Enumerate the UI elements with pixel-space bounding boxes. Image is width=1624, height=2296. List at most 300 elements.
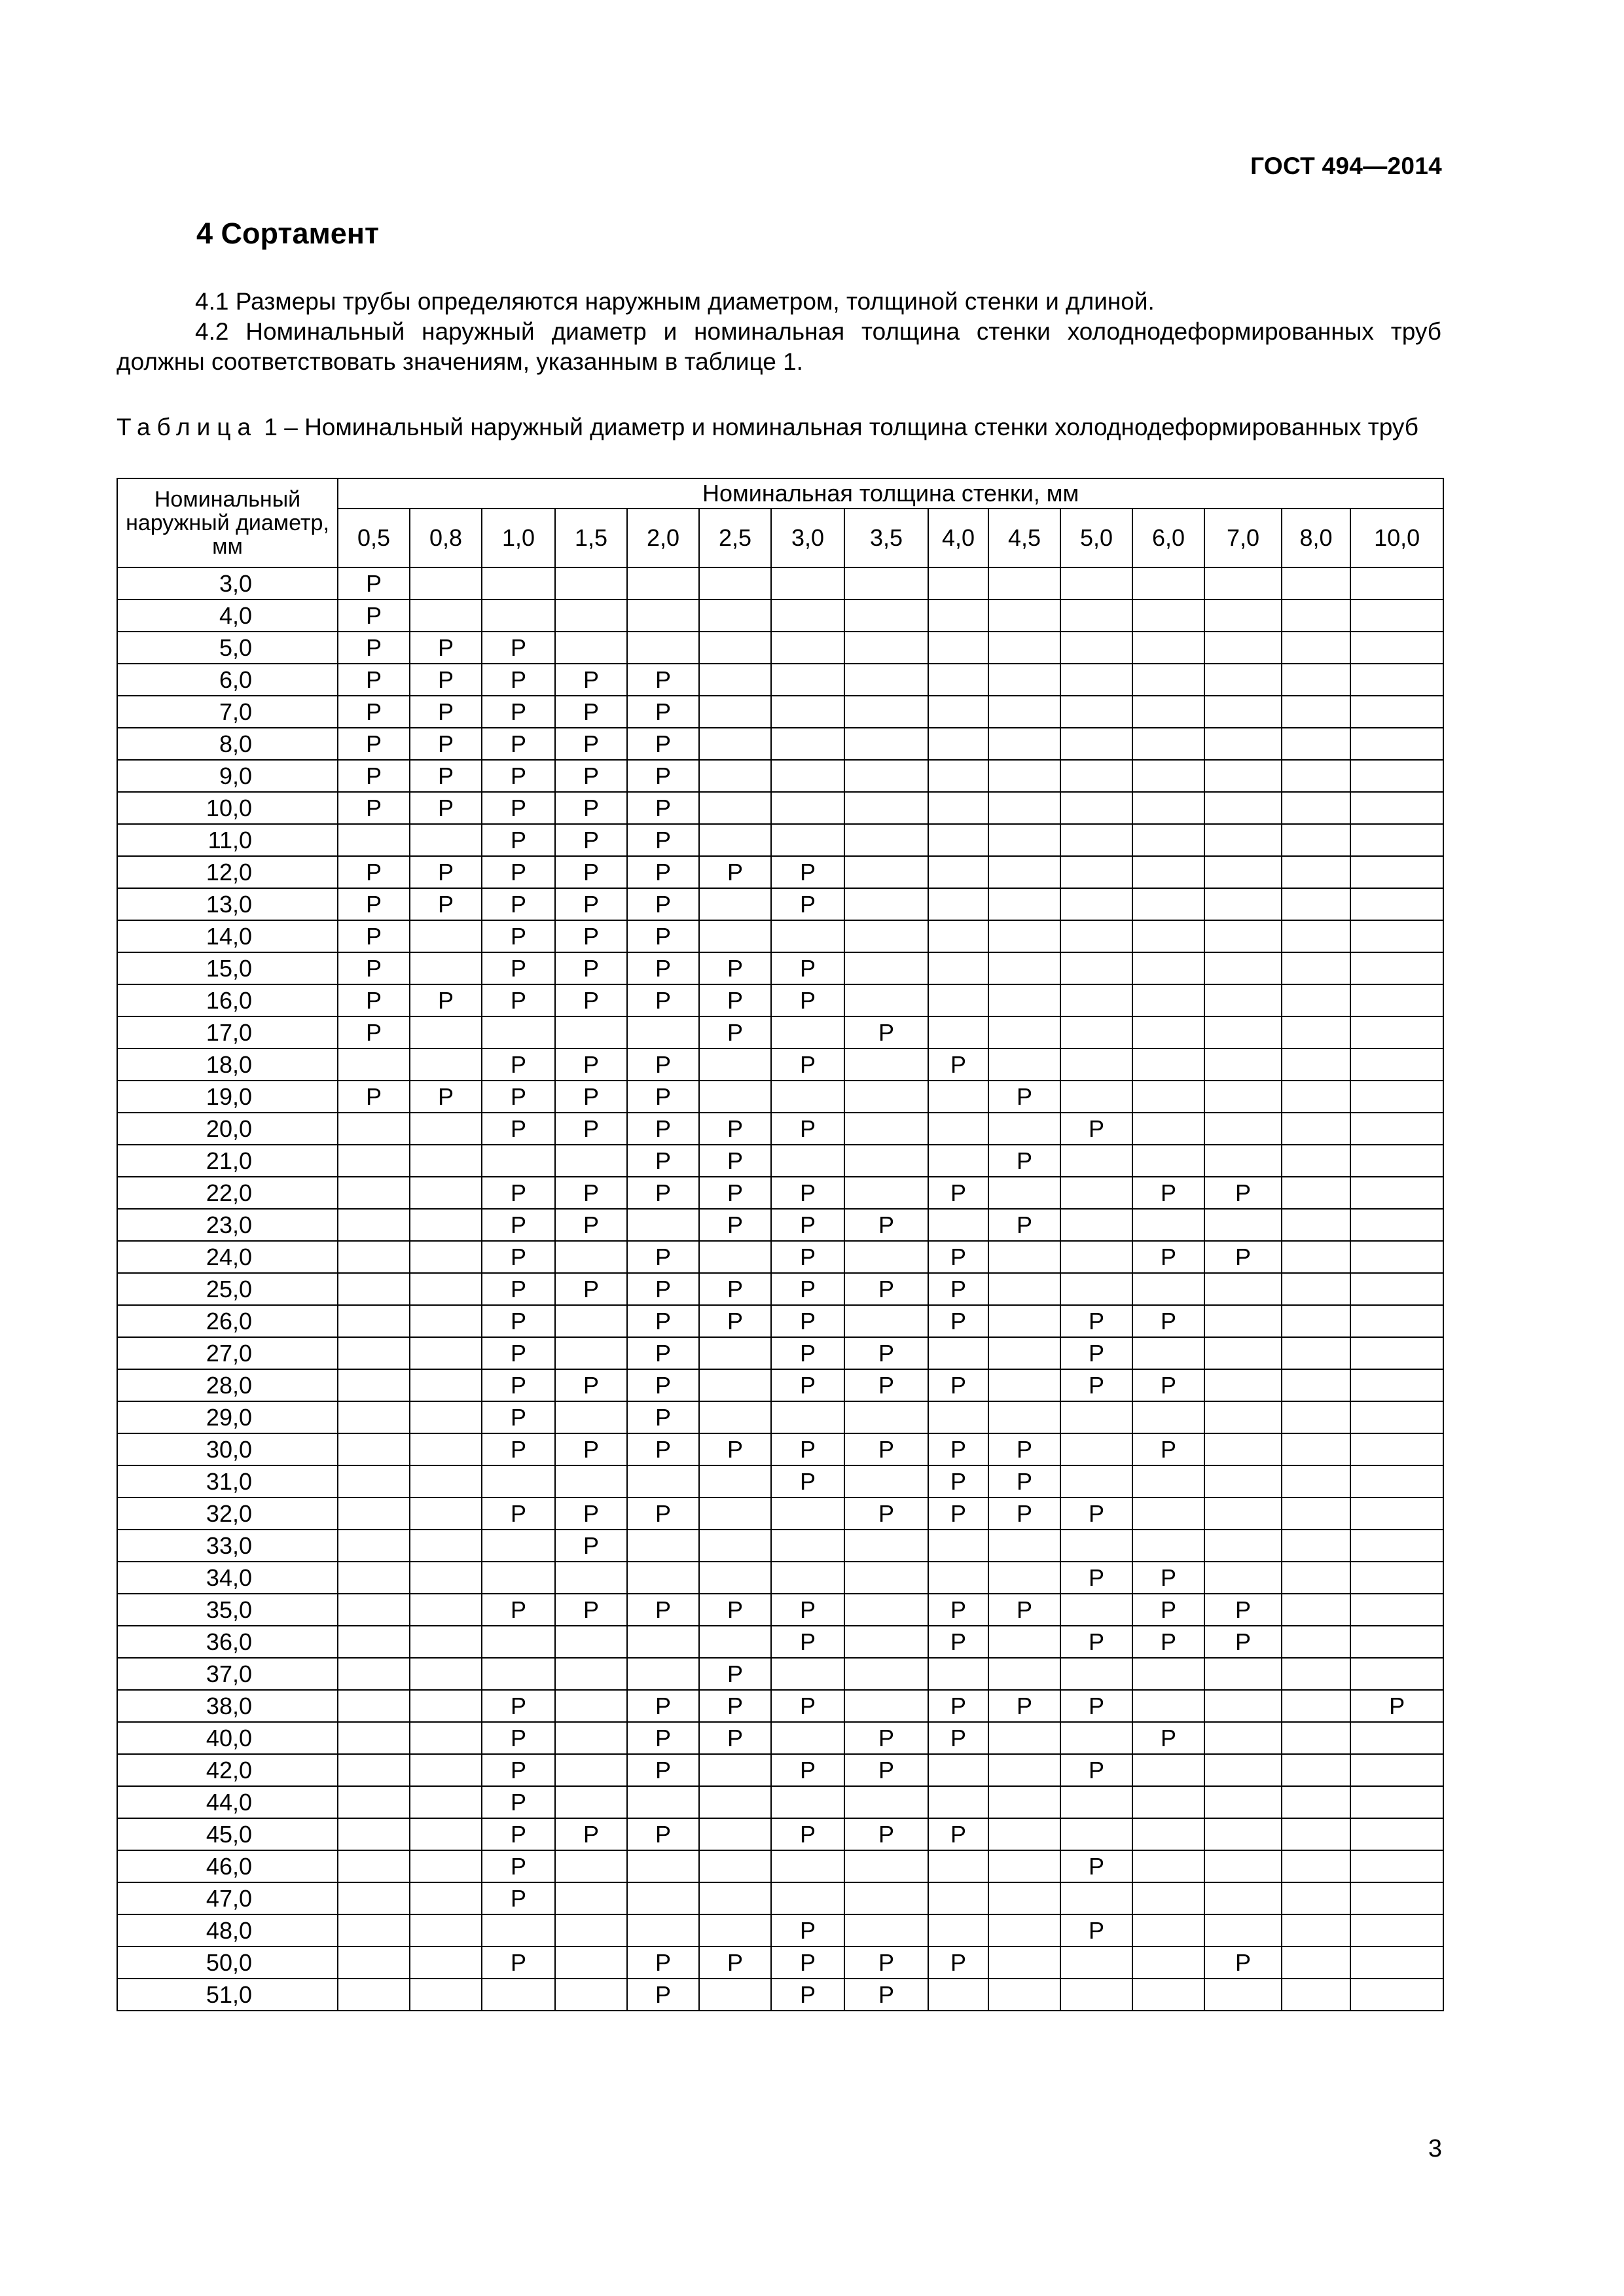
availability-cell <box>771 760 844 792</box>
availability-cell <box>1282 888 1350 920</box>
availability-cell: Р <box>627 920 699 952</box>
availability-cell <box>338 1337 410 1369</box>
diameter-cell: 31,0 <box>117 1465 338 1498</box>
availability-cell <box>410 1241 482 1273</box>
availability-cell <box>928 1658 988 1690</box>
diameter-cell: 24,0 <box>117 1241 338 1273</box>
availability-cell <box>1350 600 1443 632</box>
availability-cell <box>771 1882 844 1914</box>
availability-cell: Р <box>928 1305 988 1337</box>
thickness-header-cell: 8,0 <box>1282 509 1350 567</box>
availability-cell <box>338 1914 410 1946</box>
diameter-cell: 47,0 <box>117 1882 338 1914</box>
availability-cell <box>988 888 1060 920</box>
availability-cell <box>928 856 988 888</box>
availability-cell <box>1350 1786 1443 1818</box>
availability-cell <box>338 1690 410 1722</box>
availability-cell <box>1060 1401 1132 1433</box>
table-row <box>117 1946 1443 1979</box>
availability-cell <box>699 1979 771 2011</box>
availability-cell <box>1204 632 1282 664</box>
table-row <box>117 856 1443 888</box>
availability-cell <box>844 664 928 696</box>
table-row <box>117 1145 1443 1177</box>
availability-cell <box>555 1016 627 1049</box>
availability-cell <box>988 1914 1060 1946</box>
availability-cell: Р <box>482 1754 555 1786</box>
availability-cell <box>1204 792 1282 824</box>
availability-cell: Р <box>555 1273 627 1305</box>
availability-cell <box>410 600 482 632</box>
availability-cell: Р <box>1132 1594 1204 1626</box>
table-row <box>117 1369 1443 1401</box>
availability-cell <box>555 1145 627 1177</box>
availability-cell: Р <box>1060 1754 1132 1786</box>
availability-cell: Р <box>699 1209 771 1241</box>
availability-cell <box>482 600 555 632</box>
availability-cell <box>1350 1850 1443 1882</box>
availability-cell <box>844 1081 928 1113</box>
availability-cell <box>1132 728 1204 760</box>
availability-cell <box>1060 1016 1132 1049</box>
availability-cell <box>1204 1273 1282 1305</box>
diameter-cell: 35,0 <box>117 1594 338 1626</box>
availability-cell <box>844 1145 928 1177</box>
availability-cell: Р <box>1132 1722 1204 1754</box>
availability-cell <box>988 696 1060 728</box>
table-caption <box>117 412 1441 442</box>
table-row <box>117 1209 1443 1241</box>
availability-cell: Р <box>1132 1562 1204 1594</box>
availability-cell <box>1132 1979 1204 2011</box>
availability-cell: Р <box>482 856 555 888</box>
availability-cell <box>1350 1530 1443 1562</box>
availability-cell: Р <box>482 1273 555 1305</box>
availability-cell <box>988 824 1060 856</box>
availability-cell <box>410 1401 482 1433</box>
availability-cell: Р <box>482 1177 555 1209</box>
availability-cell: Р <box>338 888 410 920</box>
availability-cell <box>1060 1979 1132 2011</box>
availability-cell <box>338 1177 410 1209</box>
availability-cell <box>1132 1818 1204 1850</box>
availability-cell: Р <box>844 1818 928 1850</box>
availability-cell <box>928 1337 988 1369</box>
availability-cell <box>771 1498 844 1530</box>
availability-cell: Р <box>928 1722 988 1754</box>
availability-cell <box>1132 1786 1204 1818</box>
availability-cell <box>1282 1690 1350 1722</box>
table-row <box>117 567 1443 600</box>
availability-cell <box>988 1818 1060 1850</box>
availability-cell: Р <box>555 824 627 856</box>
table-caption-label: Таблица <box>117 414 258 440</box>
availability-cell <box>1350 760 1443 792</box>
availability-cell <box>928 888 988 920</box>
availability-cell: Р <box>555 1113 627 1145</box>
availability-cell <box>1204 1305 1282 1337</box>
diameter-cell: 20,0 <box>117 1113 338 1145</box>
availability-cell <box>699 632 771 664</box>
availability-cell <box>699 1081 771 1113</box>
availability-cell: Р <box>699 1177 771 1209</box>
table-row <box>117 792 1443 824</box>
availability-cell <box>844 1914 928 1946</box>
availability-cell: Р <box>482 1241 555 1273</box>
availability-cell <box>338 1754 410 1786</box>
availability-cell <box>482 1562 555 1594</box>
availability-cell: Р <box>771 1626 844 1658</box>
availability-cell <box>338 1722 410 1754</box>
availability-cell <box>410 1754 482 1786</box>
diameter-cell: 22,0 <box>117 1177 338 1209</box>
availability-cell <box>1132 824 1204 856</box>
availability-cell: Р <box>338 664 410 696</box>
availability-cell: Р <box>988 1209 1060 1241</box>
availability-cell <box>844 1305 928 1337</box>
availability-cell <box>844 1049 928 1081</box>
diameter-cell: 14,0 <box>117 920 338 952</box>
availability-cell <box>627 1530 699 1562</box>
availability-cell <box>1204 1818 1282 1850</box>
availability-cell <box>844 1626 928 1658</box>
availability-cell <box>1282 1979 1350 2011</box>
availability-cell <box>1204 760 1282 792</box>
availability-cell: Р <box>988 1433 1060 1465</box>
availability-cell: Р <box>555 1081 627 1113</box>
availability-cell <box>1060 1786 1132 1818</box>
availability-cell <box>482 1658 555 1690</box>
availability-cell <box>338 1562 410 1594</box>
table-caption-text: 1 – Номинальный наружный диаметр и номинальная толщина стенки холоднодеформированных труб <box>264 414 1419 440</box>
availability-cell <box>338 1850 410 1882</box>
availability-cell: Р <box>1060 1850 1132 1882</box>
table-row <box>117 920 1443 952</box>
availability-cell <box>1204 567 1282 600</box>
availability-cell <box>928 1562 988 1594</box>
availability-cell: Р <box>555 888 627 920</box>
availability-cell <box>1350 567 1443 600</box>
availability-cell <box>771 1786 844 1818</box>
availability-cell <box>1060 856 1132 888</box>
availability-cell <box>928 1016 988 1049</box>
availability-cell <box>771 1145 844 1177</box>
availability-cell <box>1060 760 1132 792</box>
availability-cell <box>1282 920 1350 952</box>
availability-cell <box>482 1145 555 1177</box>
availability-cell <box>699 1337 771 1369</box>
availability-cell <box>928 1914 988 1946</box>
availability-cell <box>1060 792 1132 824</box>
availability-cell: Р <box>844 1722 928 1754</box>
availability-cell: Р <box>338 1081 410 1113</box>
availability-cell <box>1350 1273 1443 1305</box>
availability-cell <box>410 1562 482 1594</box>
availability-cell <box>1060 1177 1132 1209</box>
availability-cell: Р <box>771 1209 844 1241</box>
availability-cell: Р <box>699 984 771 1016</box>
availability-cell <box>1282 1305 1350 1337</box>
availability-cell <box>1282 952 1350 984</box>
availability-cell: Р <box>844 1273 928 1305</box>
availability-cell <box>1132 792 1204 824</box>
availability-cell: Р <box>771 1049 844 1081</box>
availability-cell <box>410 1882 482 1914</box>
availability-cell <box>771 567 844 600</box>
availability-cell <box>1204 1754 1282 1786</box>
availability-cell <box>1060 1145 1132 1177</box>
availability-cell: Р <box>410 792 482 824</box>
availability-cell <box>844 856 928 888</box>
table-row <box>117 984 1443 1016</box>
availability-cell <box>1282 824 1350 856</box>
availability-cell: Р <box>699 1433 771 1465</box>
availability-cell <box>555 1754 627 1786</box>
availability-cell <box>1060 1465 1132 1498</box>
availability-cell: Р <box>771 1177 844 1209</box>
availability-cell <box>928 600 988 632</box>
availability-cell: Р <box>627 1401 699 1433</box>
availability-cell <box>1350 1049 1443 1081</box>
availability-cell <box>1204 856 1282 888</box>
availability-cell <box>844 952 928 984</box>
table-row <box>117 664 1443 696</box>
availability-cell <box>844 1562 928 1594</box>
availability-cell: Р <box>482 1401 555 1433</box>
availability-cell <box>410 1498 482 1530</box>
availability-cell <box>844 1465 928 1498</box>
availability-cell <box>627 1562 699 1594</box>
availability-cell <box>1282 1337 1350 1369</box>
availability-cell <box>1132 856 1204 888</box>
diameter-cell: 17,0 <box>117 1016 338 1049</box>
diameter-cell: 7,0 <box>117 696 338 728</box>
paragraph-4-1: 4.1 Размеры трубы определяются наружным диаметром, толщиной стенки и длиной. <box>195 288 1155 315</box>
availability-cell: Р <box>844 1754 928 1786</box>
availability-cell <box>627 632 699 664</box>
availability-cell <box>1350 1722 1443 1754</box>
availability-cell <box>1132 1498 1204 1530</box>
availability-cell <box>410 1530 482 1562</box>
table-row <box>117 824 1443 856</box>
availability-cell <box>1204 1401 1282 1433</box>
availability-cell: Р <box>410 984 482 1016</box>
availability-cell: Р <box>1132 1305 1204 1337</box>
availability-cell <box>555 1465 627 1498</box>
availability-cell <box>338 1369 410 1401</box>
availability-cell: Р <box>928 1498 988 1530</box>
availability-cell <box>1204 1562 1282 1594</box>
availability-cell <box>1204 728 1282 760</box>
availability-cell: Р <box>844 1337 928 1369</box>
availability-cell <box>1350 1433 1443 1465</box>
table-row <box>117 1433 1443 1465</box>
availability-cell <box>844 696 928 728</box>
availability-cell <box>699 1754 771 1786</box>
availability-cell <box>699 824 771 856</box>
diameter-cell: 25,0 <box>117 1273 338 1305</box>
availability-cell <box>1132 600 1204 632</box>
availability-cell: Р <box>928 1241 988 1273</box>
availability-cell <box>1350 1465 1443 1498</box>
availability-cell <box>410 1369 482 1401</box>
thickness-header-cell: 6,0 <box>1132 509 1204 567</box>
availability-cell <box>928 1786 988 1818</box>
availability-cell <box>1350 664 1443 696</box>
availability-cell <box>555 1722 627 1754</box>
availability-cell: Р <box>482 1081 555 1113</box>
availability-cell <box>1350 1209 1443 1241</box>
availability-cell: Р <box>771 1690 844 1722</box>
availability-cell <box>928 1081 988 1113</box>
diameter-cell: 5,0 <box>117 632 338 664</box>
availability-cell: Р <box>627 1305 699 1337</box>
availability-cell <box>1060 824 1132 856</box>
availability-cell: Р <box>1060 1305 1132 1337</box>
availability-cell: Р <box>988 1081 1060 1113</box>
availability-cell: Р <box>771 1594 844 1626</box>
availability-cell <box>1282 1722 1350 1754</box>
table-row <box>117 1594 1443 1626</box>
table-row <box>117 1273 1443 1305</box>
availability-cell <box>1350 1305 1443 1337</box>
availability-cell <box>1060 1658 1132 1690</box>
availability-cell <box>928 1979 988 2011</box>
availability-cell <box>1282 1626 1350 1658</box>
availability-cell: Р <box>482 1113 555 1145</box>
availability-cell <box>627 1016 699 1049</box>
availability-cell <box>928 824 988 856</box>
availability-cell <box>1282 1369 1350 1401</box>
availability-cell <box>988 856 1060 888</box>
availability-cell <box>928 792 988 824</box>
availability-cell: Р <box>338 632 410 664</box>
availability-cell <box>699 696 771 728</box>
availability-cell: Р <box>627 664 699 696</box>
diameter-cell: 23,0 <box>117 1209 338 1241</box>
availability-cell: Р <box>1132 1177 1204 1209</box>
availability-cell <box>410 1465 482 1498</box>
availability-cell <box>555 1882 627 1914</box>
availability-cell <box>627 567 699 600</box>
availability-cell <box>1204 1433 1282 1465</box>
availability-cell <box>844 984 928 1016</box>
diameter-cell: 21,0 <box>117 1145 338 1177</box>
availability-cell <box>771 1850 844 1882</box>
availability-cell <box>1060 728 1132 760</box>
availability-cell: Р <box>1204 1946 1282 1979</box>
availability-cell <box>1282 1241 1350 1273</box>
availability-cell <box>928 1401 988 1433</box>
availability-cell: Р <box>555 760 627 792</box>
availability-cell: Р <box>1204 1594 1282 1626</box>
availability-cell <box>555 1401 627 1433</box>
availability-cell <box>338 1594 410 1626</box>
diameter-cell: 45,0 <box>117 1818 338 1850</box>
availability-cell <box>699 1914 771 1946</box>
availability-cell <box>1350 1337 1443 1369</box>
diameter-cell: 19,0 <box>117 1081 338 1113</box>
availability-cell <box>988 1658 1060 1690</box>
availability-cell: Р <box>988 1498 1060 1530</box>
availability-cell <box>988 920 1060 952</box>
availability-cell: Р <box>627 1818 699 1850</box>
availability-cell <box>1060 888 1132 920</box>
availability-cell <box>771 728 844 760</box>
availability-cell <box>988 567 1060 600</box>
availability-cell <box>555 1979 627 2011</box>
availability-cell: Р <box>338 952 410 984</box>
availability-cell: Р <box>771 1369 844 1401</box>
table-row <box>117 1049 1443 1081</box>
availability-cell: Р <box>627 1369 699 1401</box>
diameter-cell: 32,0 <box>117 1498 338 1530</box>
availability-cell: Р <box>699 1145 771 1177</box>
availability-cell: Р <box>410 1081 482 1113</box>
availability-cell: Р <box>338 567 410 600</box>
availability-cell <box>338 1273 410 1305</box>
availability-cell: Р <box>482 920 555 952</box>
availability-cell: Р <box>627 728 699 760</box>
availability-cell: Р <box>1060 1498 1132 1530</box>
availability-cell <box>844 1113 928 1145</box>
availability-cell <box>410 1016 482 1049</box>
availability-cell: Р <box>699 1113 771 1145</box>
availability-cell <box>988 1530 1060 1562</box>
availability-cell <box>988 760 1060 792</box>
availability-cell <box>928 567 988 600</box>
availability-cell <box>1132 1401 1204 1433</box>
availability-cell <box>338 1049 410 1081</box>
availability-cell <box>1282 1594 1350 1626</box>
availability-cell <box>1060 1049 1132 1081</box>
availability-cell <box>771 1016 844 1049</box>
availability-cell <box>410 1177 482 1209</box>
availability-cell <box>410 1113 482 1145</box>
availability-cell <box>928 664 988 696</box>
availability-cell <box>928 952 988 984</box>
availability-cell <box>482 1530 555 1562</box>
page-number: 3 <box>1428 2135 1442 2162</box>
availability-cell <box>555 1241 627 1273</box>
availability-cell: Р <box>555 1530 627 1562</box>
availability-cell: Р <box>482 1690 555 1722</box>
availability-cell <box>988 1979 1060 2011</box>
availability-cell <box>1204 952 1282 984</box>
availability-cell <box>410 1433 482 1465</box>
availability-cell: Р <box>699 1946 771 1979</box>
availability-cell: Р <box>771 856 844 888</box>
availability-cell: Р <box>482 792 555 824</box>
availability-cell <box>1204 920 1282 952</box>
availability-cell <box>699 760 771 792</box>
availability-cell <box>627 1465 699 1498</box>
diameter-cell: 26,0 <box>117 1305 338 1337</box>
availability-cell: Р <box>771 1241 844 1273</box>
availability-cell <box>844 1401 928 1433</box>
availability-cell: Р <box>338 920 410 952</box>
availability-cell <box>988 1369 1060 1401</box>
availability-cell: Р <box>338 760 410 792</box>
availability-cell <box>1350 728 1443 760</box>
availability-cell <box>338 1626 410 1658</box>
availability-cell <box>1350 1145 1443 1177</box>
availability-cell <box>844 1850 928 1882</box>
availability-cell <box>1060 920 1132 952</box>
availability-cell <box>699 920 771 952</box>
availability-cell <box>844 760 928 792</box>
availability-cell <box>555 1690 627 1722</box>
